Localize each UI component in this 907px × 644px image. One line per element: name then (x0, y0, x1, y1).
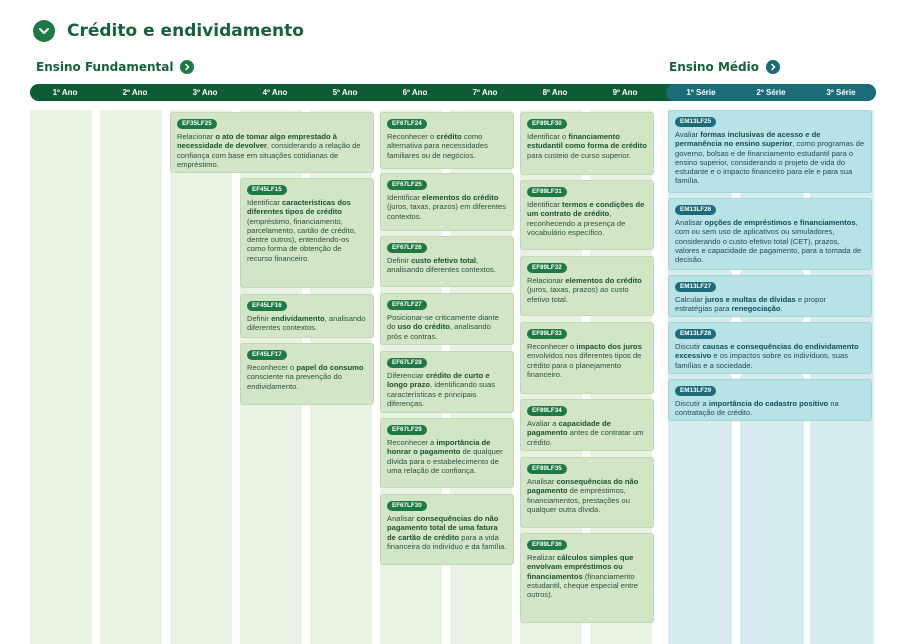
skill-card[interactable] (520, 180, 654, 250)
level-medio (669, 60, 780, 74)
skill-code-badge: EM13LF26 (675, 205, 716, 215)
chevron-down-icon (38, 25, 50, 37)
skill-card[interactable] (520, 457, 654, 528)
column-2-ano (100, 110, 162, 644)
year-label: 2º Série (756, 88, 786, 97)
chevron-right-icon (769, 63, 777, 71)
column-1-ano (30, 110, 92, 644)
year-label: 3º Série (826, 88, 856, 97)
skill-description: Relacionar o ato de tomar algo emprestado à necessidade de devolver, considerando a relação de confiança com base em situações cotidianas de empréstimo. (177, 132, 361, 169)
year-label: 3º Ano (192, 88, 218, 97)
level-medio-label: Ensino Médio (669, 60, 759, 74)
skill-card[interactable] (380, 418, 514, 488)
skill-card[interactable] (380, 351, 514, 413)
skill-description: Analisar opções de empréstimos e financiamentos, com ou sem uso de aplicativos ou simuladores, considerando o custo efetivo total (CET), prazos, valores e capacidade de pagamento, para a tomada de decisão. (675, 218, 862, 265)
skill-card[interactable] (380, 173, 514, 231)
skill-card[interactable] (520, 256, 654, 316)
year-label: 9º Ano (612, 88, 638, 97)
year-label: 5º Ano (332, 88, 358, 97)
skill-card[interactable] (240, 178, 374, 288)
skill-code-badge: EF89LF30 (527, 119, 567, 129)
skill-code-badge: EF89LF33 (527, 329, 567, 339)
skill-description: Discutir a importância do cadastro positivo na contratação de crédito. (675, 399, 839, 418)
skill-description: Posicionar-se criticamente diante do uso do crédito, analisando prós e contras. (387, 313, 499, 341)
skill-code-badge: EF89LF36 (527, 540, 567, 550)
skill-card[interactable] (240, 294, 374, 338)
page-title: Crédito e endividamento (67, 21, 304, 41)
skill-description: Reconhecer o papel do consumo consciente na prevenção do endividamento. (247, 363, 364, 391)
skill-description: Identificar elementos do crédito (juros, taxas, prazos) em diferentes contextos. (387, 193, 507, 221)
skill-description: Realizar cálculos simples que envolvam empréstimos ou financiamentos (financiamento estudantil, cheque especial entre outros). (527, 553, 639, 600)
column-3-ano (170, 110, 232, 644)
skill-description: Calcular juros e multas de dívidas e propor estratégias para renegociação. (675, 295, 827, 314)
skill-card[interactable] (668, 379, 872, 421)
skill-card[interactable] (380, 494, 514, 565)
year-label: 1º Ano (52, 88, 78, 97)
skill-card[interactable] (520, 533, 654, 623)
skill-code-badge: EF67LF29 (387, 425, 427, 435)
skill-card[interactable] (170, 112, 374, 173)
skill-card[interactable] (668, 110, 872, 193)
skill-card[interactable] (668, 322, 872, 374)
skill-description: Definir endividamento, analisando diferentes contextos. (247, 314, 366, 333)
skill-description: Reconhecer o crédito como alternativa para necessidades familiares ou de negócios. (387, 132, 488, 160)
skill-description: Diferenciar crédito de curto e longo prazo, identificando suas características e principais diferenças. (387, 371, 496, 408)
skill-description: Analisar consequências do não pagamento total de uma fatura de cartão de crédito para a vida financeira do indivíduo e da família. (387, 514, 507, 551)
skill-description: Identificar características dos diferentes tipos de crédito (empréstimo, financiamento, parcelamento, cartão de crédito, dentre outros), entendendo-os como forma de obtenção de recurso financeiro. (247, 198, 356, 263)
skill-code-badge: EM13LF28 (675, 329, 716, 339)
skill-code-badge: EF89LF32 (527, 263, 567, 273)
chevron-right-icon (183, 63, 191, 71)
year-label: 2º Ano (122, 88, 148, 97)
skill-description: Avaliar a capacidade de pagamento antes de contratar um crédito. (527, 419, 644, 447)
page-header (33, 20, 304, 42)
skill-code-badge: EF35LF25 (177, 119, 217, 129)
skill-card[interactable] (380, 112, 514, 169)
skill-code-badge: EF67LF28 (387, 358, 427, 368)
skill-card[interactable] (240, 343, 374, 405)
skill-code-badge: EF89LF31 (527, 187, 567, 197)
skill-code-badge: EF67LF24 (387, 119, 427, 129)
skill-code-badge: EF45LF16 (247, 301, 287, 311)
skill-code-badge: EF67LF26 (387, 243, 427, 253)
skill-description: Avaliar formas inclusivas de acesso e de permanência no ensino superior, como programas de governo, bolsas e de financiamento estudantil para o ensino superior, considerando o projeto de vida do estudante e o impacto financeiro para ele e para sua família. (675, 130, 865, 186)
skill-description: Discutir causas e consequências do endividamento excessivo e os impactos sobre os indivíduos, suas famílias e a sociedade. (675, 342, 859, 370)
skill-code-badge: EF67LF25 (387, 180, 427, 190)
year-label: 1º Série (686, 88, 716, 97)
year-label: 7º Ano (472, 88, 498, 97)
skill-code-badge: EM13LF27 (675, 282, 716, 292)
skill-description: Analisar consequências do não pagamento de empréstimos, financiamentos, prestações ou qualquer outra dívida. (527, 477, 639, 514)
year-label: 8º Ano (542, 88, 568, 97)
skill-description: Relacionar elementos do crédito (juros, taxas, prazos) ao custo efetivo total. (527, 276, 642, 304)
skill-card[interactable] (668, 275, 872, 317)
skill-code-badge: EF45LF15 (247, 185, 287, 195)
skill-card[interactable] (520, 399, 654, 451)
year-label: 4º Ano (262, 88, 288, 97)
skill-description: Reconhecer o impacto dos juros envolvidos nos diferentes tipos de crédito para o planejamento financeiro. (527, 342, 642, 379)
skill-code-badge: EF67LF30 (387, 501, 427, 511)
skill-card[interactable] (668, 198, 872, 270)
skill-code-badge: EF67LF27 (387, 300, 427, 310)
skill-description: Identificar o financiamento estudantil como forma de crédito para custeio de curso superior. (527, 132, 647, 160)
skill-description: Identificar termos e condições de um contrato de crédito, reconhecendo a presença de vocabulário específico. (527, 200, 645, 237)
level-fundamental (36, 60, 194, 74)
skill-code-badge: EF45LF17 (247, 350, 287, 360)
level-fundamental-link[interactable] (180, 60, 194, 74)
skill-description: Definir custo efetivo total, analisando diferentes contextos. (387, 256, 496, 275)
skill-code-badge: EF89LF34 (527, 406, 567, 416)
skill-code-badge: EM13LF29 (675, 386, 716, 396)
collapse-toggle[interactable] (33, 20, 55, 42)
skill-code-badge: EM13LF25 (675, 117, 716, 127)
skill-card[interactable] (380, 236, 514, 287)
skill-card[interactable] (380, 293, 514, 345)
skill-card[interactable] (520, 112, 654, 175)
skill-description: Reconhecer a importância de honrar o pagamento de qualquer dívida para o estabelecimento de uma relação de confiança. (387, 438, 503, 475)
skill-card[interactable] (520, 322, 654, 394)
level-fundamental-label: Ensino Fundamental (36, 60, 174, 74)
year-label: 6º Ano (402, 88, 428, 97)
skill-code-badge: EF89LF35 (527, 464, 567, 474)
level-medio-link[interactable] (766, 60, 780, 74)
